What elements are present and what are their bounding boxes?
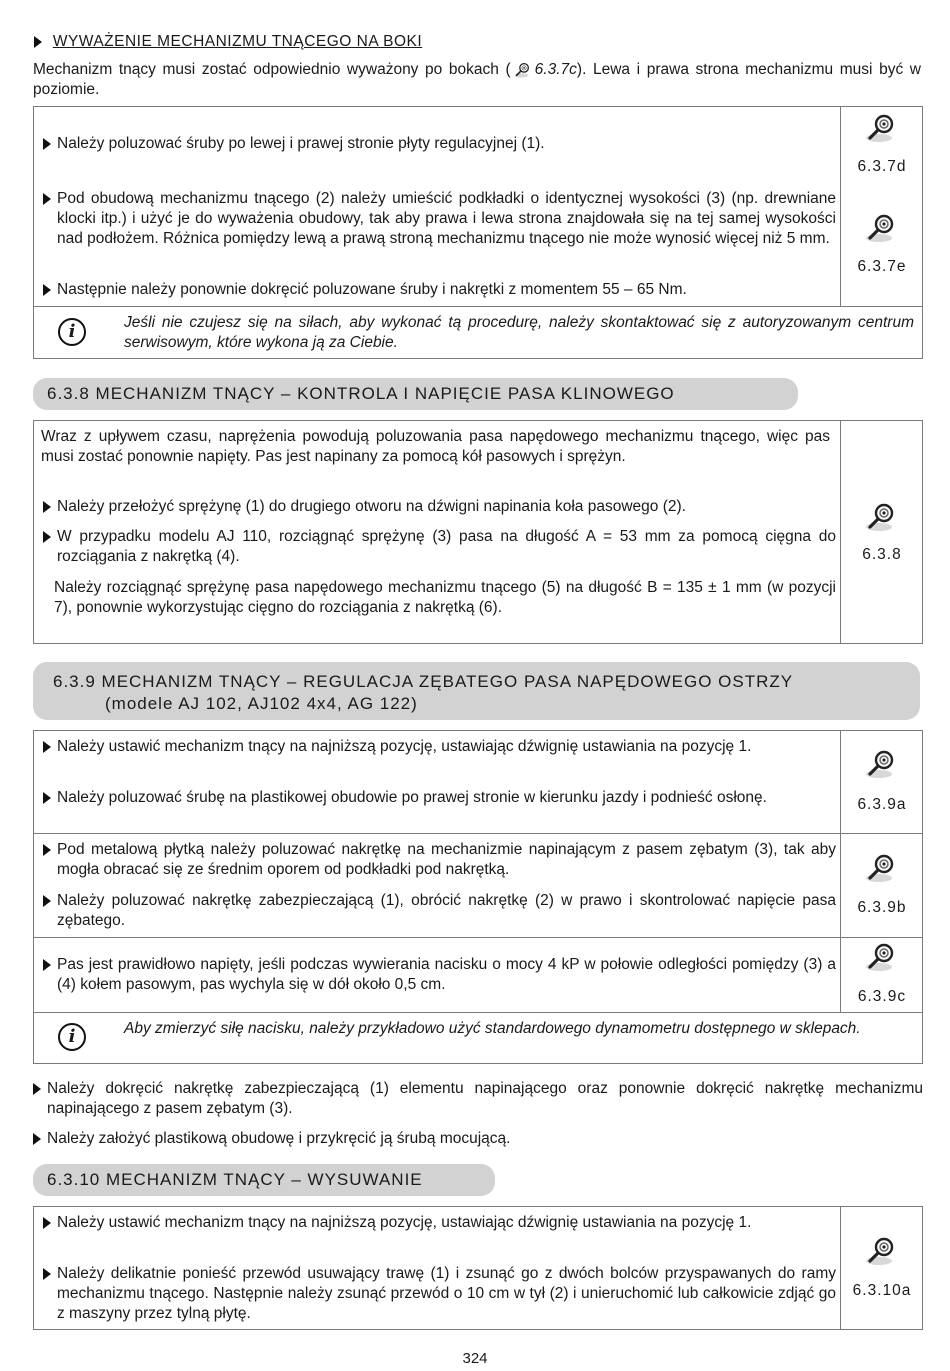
section-intro: Wraz z upływem czasu, naprężenia powodują poluzowania pasa napędowego mechanizmu tnącego, więc pas musi zostać ponownie napięty. Pas jest napinany za pomocą kół pasowych i sprężyn. xyxy=(41,428,830,465)
page-number: 324 xyxy=(462,1350,488,1367)
triangle-bullet-icon xyxy=(43,1268,51,1280)
step-item: Należy ustawić mechanizm tnący na najniższą pozycję, ustawiając dźwignię ustawiania na pozycję 1. xyxy=(41,737,836,757)
row-divider xyxy=(33,937,923,938)
magnifier-icon xyxy=(864,942,900,972)
intro-paragraph: Mechanizm tnący musi zostać odpowiednio wyważony po bokach ( 6.3.7c). Lewa i prawa strona mechanizmu musi być w poziomie. xyxy=(33,61,921,98)
step-item: Należy założyć plastikową obudowę i przykręcić ją śrubą mocującą. xyxy=(31,1129,923,1149)
magnifier-icon xyxy=(864,213,900,243)
step-item: Należy delikatnie ponieść przewód usuwający trawę (1) i zsunąć go z dwóch bolców przyspawanych do ramy mechanizmu tnącego. Następnie należy zsunąć przewód o 10 cm w tył (2) i unieruchomić lub całkowicie zdjąć go z maszyny przez tylną płytę. xyxy=(41,1264,836,1324)
step-item: Pod metalową płytką należy poluzować nakrętkę na mechanizmie napinającym z pasem zębatym (3), tak aby mogła obracać się ze średnim oporem od podkładki pod nakrętką. xyxy=(41,840,836,880)
section-heading-6310: 6.3.10 MECHANIZM TNĄCY – WYSUWANIE xyxy=(33,1164,495,1196)
magnifier-icon xyxy=(864,749,900,779)
step-item: Należy ustawić mechanizm tnący na najniższą pozycję, ustawiając dźwignię ustawiania na pozycję 1. xyxy=(41,1213,836,1233)
triangle-bullet-icon xyxy=(43,531,51,543)
info-icon: i xyxy=(58,1023,86,1051)
step-item: Należy przełożyć sprężynę (1) do drugiego otworu na dźwigni napinania koła pasowego (2). xyxy=(41,497,836,517)
triangle-bullet-icon xyxy=(43,895,51,907)
triangle-bullet-icon xyxy=(43,844,51,856)
magnifier-icon xyxy=(864,853,900,883)
figure-ref: 6.3.9c xyxy=(857,988,907,1005)
info-icon: i xyxy=(58,318,86,346)
column-divider xyxy=(840,1206,841,1330)
step-item: Pod obudową mechanizmu tnącego (2) należy umieścić podkładki o identycznej wysokości (3) (np. drewniane klocki itp.) i użyć je do wyważenia obudowy, tak aby prawa i lewa strona znajdowała się na tej samej wysokości nad podłożem. Różnica pomiędzy lewą a prawą stroną mechanizmu tnącego nie może wynosić więcej niż 5 mm. xyxy=(41,189,836,249)
step-item: Następnie należy ponownie dokręcić poluzowane śruby i nakrętki z momentem 55 – 65 Nm. xyxy=(41,280,836,300)
triangle-bullet-icon xyxy=(43,193,51,205)
magnifier-icon xyxy=(864,113,900,143)
figure-ref: 6.3.7c xyxy=(534,61,577,78)
step-item: Należy poluzować nakrętkę zabezpieczającą (1), obrócić nakrętkę (2) w prawo i skontrolować napięcie pasa zębatego. xyxy=(41,891,836,931)
step-paragraph: Należy rozciągnąć sprężynę pasa napędowego mechanizmu tnącego (5) na długość B = 135 ± 1 mm (w pozycji 7), ponownie wykorzystując cięgno do rozciągania z nakrętką (6). xyxy=(54,579,836,616)
triangle-bullet-icon xyxy=(43,284,51,296)
triangle-bullet-icon xyxy=(43,792,51,804)
triangle-bullet-icon xyxy=(43,501,51,513)
column-divider xyxy=(840,730,841,1012)
figure-ref: 6.3.7d xyxy=(857,158,907,175)
triangle-bullet-icon xyxy=(43,741,51,753)
triangle-bullet-icon xyxy=(34,36,42,48)
section-title-balancing: WYWAŻENIE MECHANIZMU TNĄCEGO NA BOKI xyxy=(34,32,422,52)
triangle-bullet-icon xyxy=(33,1083,41,1095)
section-heading-639: 6.3.9 MECHANIZM TNĄCY – REGULACJA ZĘBATEGO PASA NAPĘDOWEGO OSTRZY (modele AJ 102, AJ102 4x4, AG 122) xyxy=(33,662,920,720)
step-item: Należy poluzować śrubę na plastikowej obudowie po prawej stronie w kierunku jazdy i podnieść osłonę. xyxy=(41,788,836,808)
magnifier-icon xyxy=(511,62,535,78)
row-divider xyxy=(33,1012,923,1013)
step-item: W przypadku modelu AJ 110, rozciągnąć sprężynę (3) pasa na długość A = 53 mm za pomocą cięgna do rozciągania z nakrętką (4). xyxy=(41,527,836,567)
step-item: Należy poluzować śruby po lewej i prawej stronie płyty regulacyjnej (1). xyxy=(41,134,836,154)
step-item: Należy dokręcić nakrętkę zabezpieczającą (1) elementu napinającego oraz ponownie dokręcić nakrętkę mechanizmu napinającego z pasem zębatym (3). xyxy=(31,1079,923,1119)
section-heading-638: 6.3.8 MECHANIZM TNĄCY – KONTROLA I NAPIĘCIE PASA KLINOWEGO xyxy=(33,378,798,410)
figure-ref: 6.3.9a xyxy=(857,796,907,813)
info-note: Aby zmierzyć siłę nacisku, należy przykładowo użyć standardowego dynamometru dostępnego w sklepach. xyxy=(124,1020,861,1037)
figure-ref: 6.3.8 xyxy=(862,546,902,563)
info-note: Jeśli nie czujesz się na siłach, aby wykonać tą procedurę, należy skontaktować się z autoryzowanym centrum serwisowym, które wykona ją za Ciebie. xyxy=(124,314,914,351)
magnifier-icon xyxy=(864,502,900,532)
row-divider xyxy=(33,306,923,307)
triangle-bullet-icon xyxy=(33,1133,41,1145)
triangle-bullet-icon xyxy=(43,1217,51,1229)
magnifier-icon xyxy=(864,1236,900,1266)
figure-ref: 6.3.10a xyxy=(852,1282,912,1299)
row-divider xyxy=(33,833,923,834)
triangle-bullet-icon xyxy=(43,959,51,971)
figure-ref: 6.3.7e xyxy=(857,258,907,275)
step-item: Pas jest prawidłowo napięty, jeśli podczas wywierania nacisku o mocy 4 kP w połowie odległości pomiędzy (3) a (4) kołem pasowym, pas wychyla się w dół około 0,5 cm. xyxy=(41,955,836,995)
triangle-bullet-icon xyxy=(43,138,51,150)
column-divider xyxy=(840,420,841,644)
figure-ref: 6.3.9b xyxy=(857,899,907,916)
